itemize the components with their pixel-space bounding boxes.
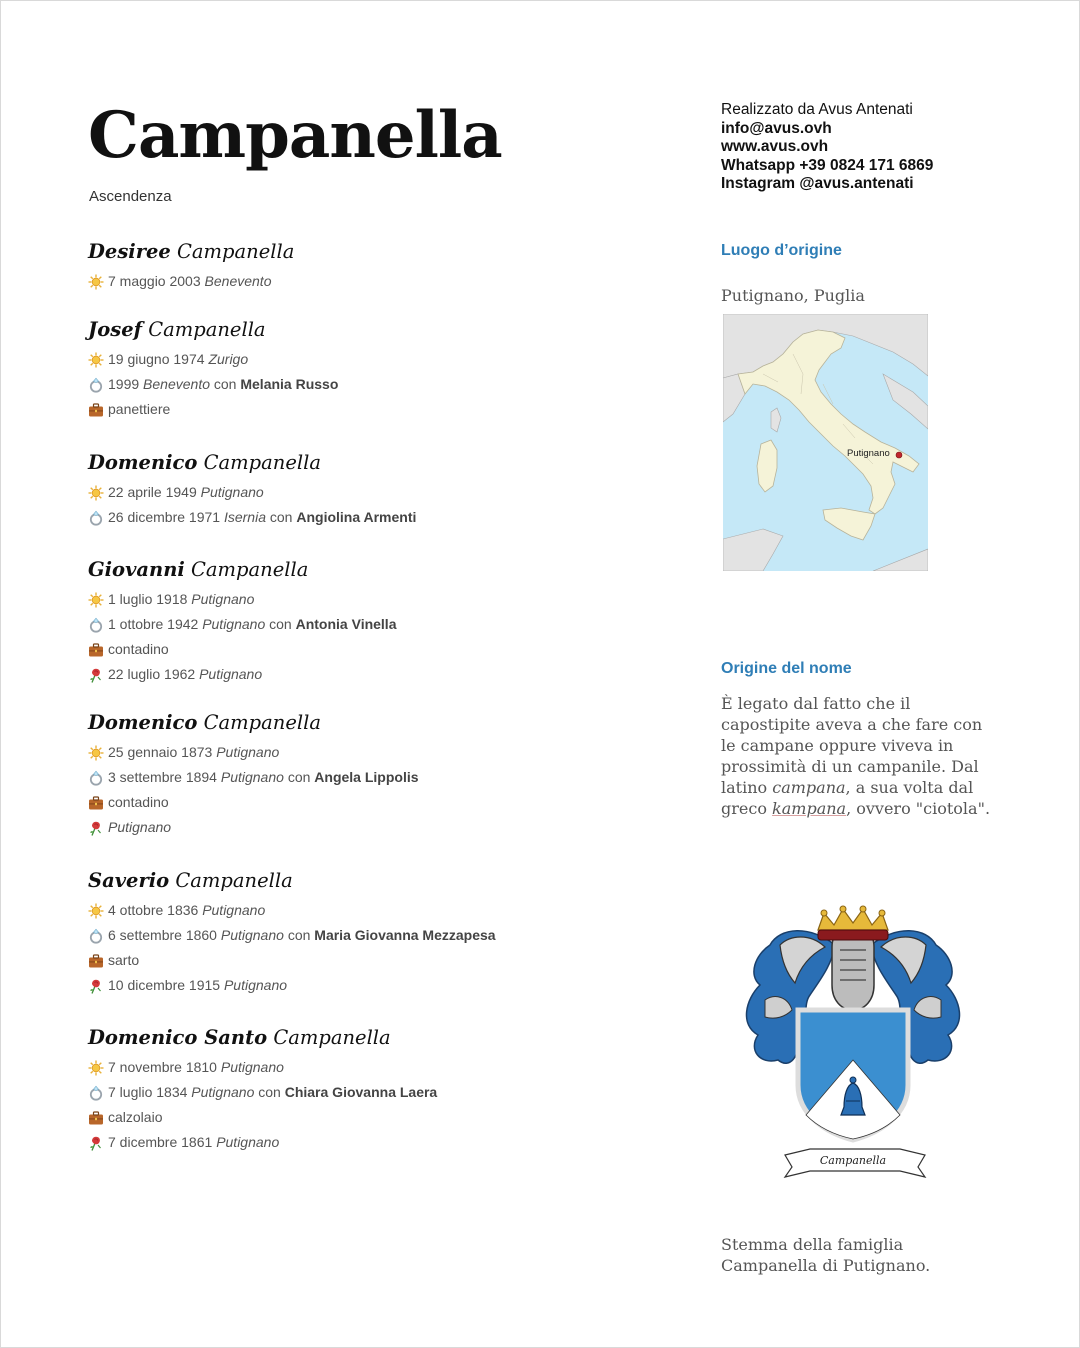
person-entry — [88, 318, 338, 422]
person-surname: Campanella — [148, 318, 266, 341]
rose-icon — [88, 667, 104, 683]
person-entry — [88, 1026, 437, 1155]
contact-instagram[interactable]: Instagram @avus.antenati — [721, 175, 914, 192]
origin-heading: Luogo d’origine — [721, 242, 842, 259]
marriage-con: con — [287, 927, 311, 943]
briefcase-icon — [88, 953, 104, 969]
marriage-row — [88, 923, 496, 948]
person-name — [88, 558, 396, 581]
marriage-con: con — [258, 1084, 281, 1100]
spouse-name: Chiara Giovanna Laera — [284, 1084, 438, 1100]
spouse-name: Maria Giovanna Mezzapesa — [314, 927, 496, 943]
birth-place: Zurigo — [208, 351, 249, 367]
rose-icon — [88, 978, 104, 994]
sun-icon — [88, 274, 104, 290]
person-given-name: Josef — [88, 318, 143, 341]
briefcase-icon — [88, 642, 104, 658]
occupation: contadino — [108, 641, 169, 657]
ring-icon — [88, 617, 104, 633]
death-row — [88, 662, 396, 687]
briefcase-icon — [88, 1110, 104, 1126]
person-entry — [88, 558, 396, 687]
birth-date: 22 aprile 1949 — [108, 484, 197, 500]
rose-icon — [88, 1135, 104, 1151]
birth-date: 1 luglio 1918 — [108, 591, 188, 607]
contact-whatsapp[interactable]: Whatsapp +39 0824 171 6869 — [721, 156, 934, 174]
occupation-row — [88, 790, 419, 815]
ring-icon — [88, 1085, 104, 1101]
marriage-con: con — [287, 769, 311, 785]
person-name — [88, 451, 416, 474]
birth-date: 25 gennaio 1873 — [108, 744, 213, 760]
marriage-place: Putignano — [220, 769, 284, 785]
contact-email[interactable]: info@avus.ovh — [721, 119, 832, 137]
briefcase-icon — [88, 402, 104, 418]
occupation: calzolaio — [108, 1109, 163, 1125]
person-name — [88, 318, 338, 341]
birth-date: 4 ottobre 1836 — [108, 902, 199, 918]
person-name — [88, 240, 294, 263]
death-date: 22 luglio 1962 — [108, 666, 196, 682]
occupation: sarto — [108, 952, 140, 968]
marriage-place: Putignano — [191, 1084, 255, 1100]
ring-icon — [88, 770, 104, 786]
marriage-row — [88, 505, 416, 530]
contact-block — [721, 101, 933, 194]
person-surname: Campanella — [177, 240, 295, 263]
person-given-name: Giovanni — [88, 558, 185, 581]
marriage-date: 1 ottobre 1942 — [108, 616, 199, 632]
birth-date: 7 maggio 2003 — [108, 273, 201, 289]
contact-intro: Realizzato da Avus Antenati — [721, 101, 913, 118]
crest-caption: Stemma della famiglia Campanella di Putignano. — [721, 1235, 931, 1275]
birth-place: Putignano — [200, 484, 264, 500]
person-entry — [88, 869, 496, 998]
origin-map — [723, 314, 928, 571]
name-origin-heading: Origine del nome — [721, 660, 852, 677]
person-name — [88, 711, 419, 734]
sun-icon — [88, 1060, 104, 1076]
name-origin-text-part: , a sua volta dal greco — [721, 778, 974, 818]
marriage-place: Benevento — [143, 376, 210, 392]
contact-website[interactable]: www.avus.ovh — [721, 138, 829, 155]
name-origin-text-part: È legato dal fatto che il capostipite aveva a che fare con le campane oppure viveva in prossimità di un campanile. Dal latino — [721, 694, 983, 797]
death-place: Putignano — [216, 1134, 280, 1150]
death-date: 10 dicembre 1915 — [108, 977, 221, 993]
person-surname: Campanella — [203, 451, 321, 474]
marriage-row — [88, 372, 338, 397]
death-place: Putignano — [108, 819, 172, 835]
death-row — [88, 973, 496, 998]
marriage-row — [88, 765, 419, 790]
map-marker — [896, 452, 902, 458]
occupation-row — [88, 397, 338, 422]
occupation-row — [88, 1105, 437, 1130]
death-row — [88, 815, 419, 840]
marriage-date: 26 dicembre 1971 — [108, 509, 221, 525]
spouse-name: Angiolina Armenti — [296, 509, 417, 525]
map-label: Putignano — [847, 448, 890, 459]
death-date: 7 dicembre 1861 — [108, 1134, 213, 1150]
marriage-row — [88, 612, 396, 637]
occupation: contadino — [108, 794, 169, 810]
person-surname: Campanella — [203, 711, 321, 734]
birth-row — [88, 269, 294, 294]
occupation-row — [88, 637, 396, 662]
death-place: Putignano — [199, 666, 263, 682]
birth-row — [88, 1055, 437, 1080]
page-subtitle: Ascendenza — [89, 188, 172, 205]
person-entry — [88, 240, 294, 294]
person-given-name: Domenico — [88, 451, 198, 474]
birth-row — [88, 347, 338, 372]
birth-place: Benevento — [204, 273, 272, 289]
page-title: Campanella — [88, 98, 502, 173]
person-given-name: Saverio — [88, 869, 170, 892]
sun-icon — [88, 592, 104, 608]
rose-icon — [88, 820, 104, 836]
person-entry — [88, 451, 416, 530]
coat-of-arms — [740, 905, 966, 1180]
person-entry — [88, 711, 419, 840]
birth-row — [88, 740, 419, 765]
occupation-row — [88, 948, 496, 973]
person-surname: Campanella — [191, 558, 309, 581]
marriage-date: 7 luglio 1834 — [108, 1084, 188, 1100]
marriage-con: con — [213, 376, 237, 392]
name-origin-text-part: , ovvero "ciotola". — [846, 799, 991, 818]
marriage-date: 6 settembre 1860 — [108, 927, 217, 943]
death-row — [88, 1130, 437, 1155]
birth-date: 7 novembre 1810 — [108, 1059, 217, 1075]
marriage-date: 3 settembre 1894 — [108, 769, 217, 785]
person-given-name: Domenico — [88, 711, 198, 734]
sun-icon — [88, 903, 104, 919]
person-given-name: Desiree — [88, 240, 171, 263]
person-surname: Campanella — [273, 1026, 391, 1049]
ring-icon — [88, 928, 104, 944]
ring-icon — [88, 510, 104, 526]
person-name — [88, 869, 496, 892]
sun-icon — [88, 745, 104, 761]
occupation: panettiere — [108, 401, 171, 417]
birth-row — [88, 898, 496, 923]
spouse-name: Melania Russo — [240, 376, 339, 392]
birth-place: Putignano — [202, 902, 266, 918]
death-place: Putignano — [223, 977, 288, 993]
marriage-place: Putignano — [202, 616, 266, 632]
origin-place: Putignano, Puglia — [721, 286, 865, 305]
sun-icon — [88, 352, 104, 368]
briefcase-icon — [88, 795, 104, 811]
ring-icon — [88, 377, 104, 393]
person-given-name: Domenico Santo — [88, 1026, 268, 1049]
marriage-place: Isernia — [223, 509, 266, 525]
sun-icon — [88, 485, 104, 501]
name-origin-text — [721, 693, 991, 819]
birth-row — [88, 480, 416, 505]
birth-place: Putignano — [220, 1059, 284, 1075]
marriage-place: Putignano — [220, 927, 284, 943]
marriage-row — [88, 1080, 437, 1105]
spouse-name: Antonia Vinella — [295, 616, 397, 632]
latin-term: campana — [772, 778, 846, 797]
marriage-con: con — [269, 509, 293, 525]
person-surname: Campanella — [175, 869, 293, 892]
birth-row — [88, 587, 396, 612]
marriage-date: 1999 — [108, 376, 140, 392]
birth-place: Putignano — [191, 591, 255, 607]
birth-date: 19 giugno 1974 — [108, 351, 205, 367]
greek-term: kampana — [772, 799, 847, 818]
crest-banner-text: Campanella — [819, 1154, 887, 1167]
marriage-con: con — [269, 616, 292, 632]
spouse-name: Angela Lippolis — [314, 769, 419, 785]
birth-place: Putignano — [216, 744, 280, 760]
person-name — [88, 1026, 437, 1049]
